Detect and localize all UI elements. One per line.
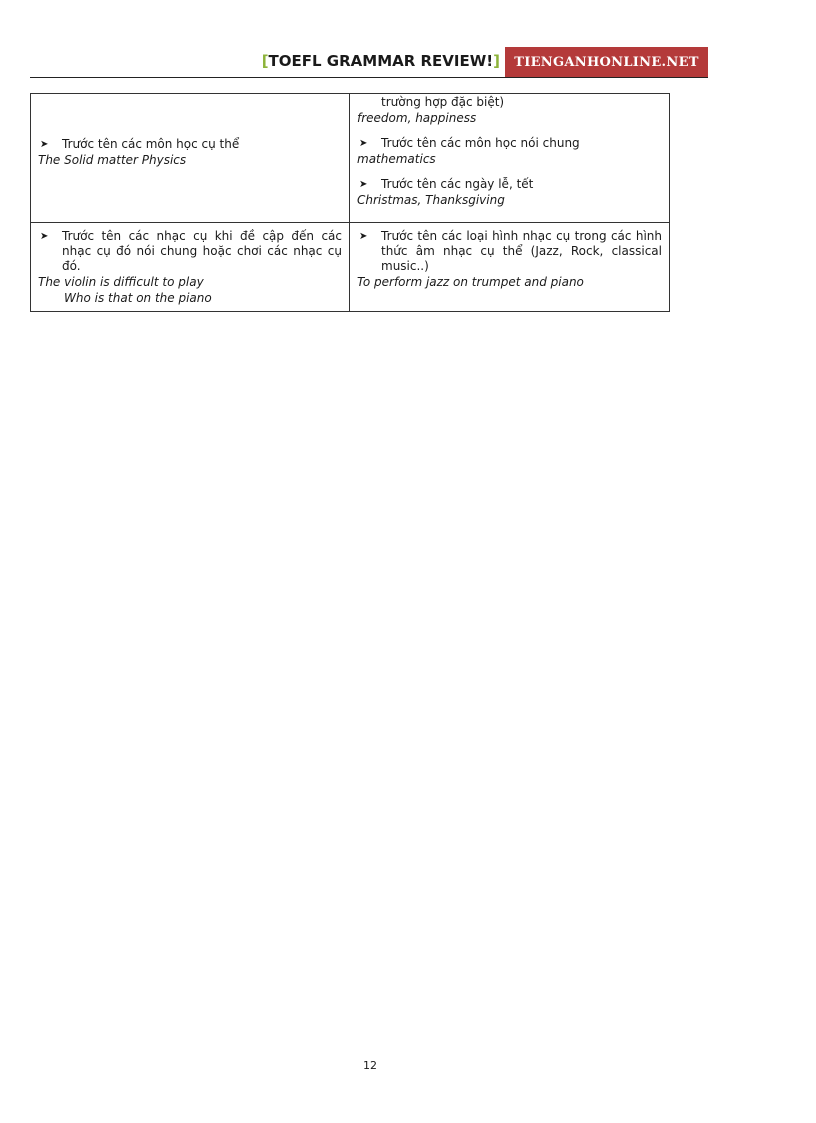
- list-item: [38, 229, 342, 274]
- bracket-open: [: [261, 52, 269, 70]
- table-cell-left: [31, 222, 350, 311]
- bullet-text: Trước tên các loại hình nhạc cụ trong các hình thức âm nhạc cụ thể (Jazz, Rock, classical music..): [381, 228, 662, 273]
- continuation-text: trường hợp đặc biệt): [381, 95, 505, 109]
- table-cell-right: [350, 94, 670, 223]
- bullet-text: Trước tên các ngày lễ, tết: [381, 177, 534, 191]
- bullet-text: Trước tên các môn học nói chung: [381, 136, 580, 150]
- example-text: freedom, happiness: [357, 111, 477, 125]
- list-item: [357, 229, 662, 274]
- arrowhead-bullet-icon: ➤: [359, 230, 368, 242]
- header-divider: [30, 77, 708, 78]
- title-text: TOEFL GRAMMAR REVIEW!: [268, 52, 494, 70]
- bullet-text: Trước tên các nhạc cụ khi đề cập đến các nhạc cụ đó nói chung hoặc chơi các nhạc cụ đó.: [62, 228, 342, 273]
- table-row: [31, 222, 670, 311]
- page-number: 12: [363, 1059, 377, 1072]
- example-text: The Solid matter Physics: [38, 153, 187, 167]
- table-row: [31, 94, 670, 223]
- spacer: [357, 167, 662, 177]
- arrowhead-bullet-icon: ➤: [359, 138, 368, 149]
- site-badge: TIENGANHONLINE.NET: [505, 47, 708, 78]
- bracket-close: ]: [493, 52, 500, 70]
- arrowhead-bullet-icon: ➤: [359, 179, 368, 190]
- cell-block: [38, 94, 342, 137]
- table-cell-right: [350, 222, 670, 311]
- example-text: To perform jazz on trumpet and piano: [357, 274, 584, 289]
- table-cell-left: [31, 94, 350, 223]
- list-item: [357, 177, 662, 192]
- list-item: [357, 136, 662, 151]
- example-text: Christmas, Thanksgiving: [357, 193, 505, 207]
- arrowhead-bullet-icon: ➤: [40, 230, 49, 242]
- arrowhead-bullet-icon: ➤: [40, 139, 49, 150]
- spacer: [357, 208, 662, 214]
- spacer: [357, 126, 662, 136]
- example-text: mathematics: [357, 152, 436, 166]
- document-title: [180, 52, 500, 70]
- bullet-text: Trước tên các môn học cụ thể: [62, 137, 240, 151]
- article-usage-table: [30, 93, 670, 312]
- list-item: [38, 137, 342, 152]
- example-text: The violin is difficult to play: [38, 274, 204, 289]
- example-text: Who is that on the piano: [64, 290, 212, 305]
